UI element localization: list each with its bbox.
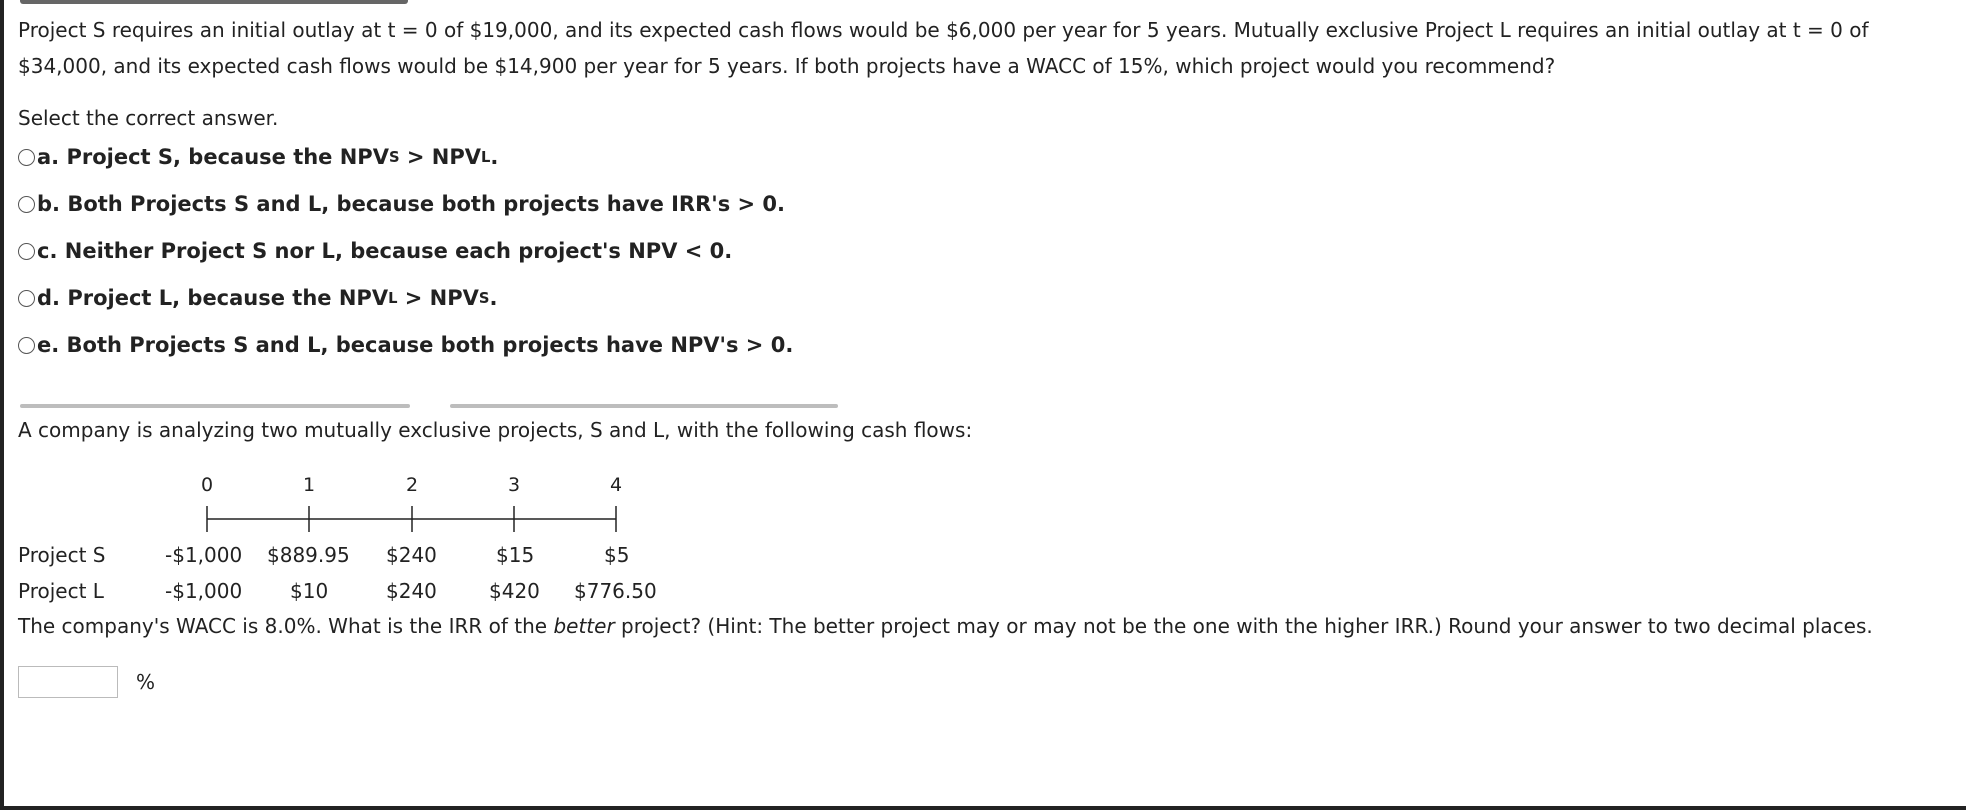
option-b-letter: b. [37, 192, 61, 216]
option-e-text: Both Projects S and L, because both projects have NPV's > 0. [66, 333, 794, 357]
question1-text: Project S requires an initial outlay at t = 0 of $19,000, and its expected cash flows would be $6,000 per year for 5 years. Mutually exclusive Project L requires an initial outlay at t = 0 of $34,000, and its expected cash flows would be $14,900 per year for 5 years. If both projects have a WACC of 15%, which project would you recommend? [18, 18, 1869, 78]
option-d[interactable] [18, 286, 497, 310]
option-d-text: Project L, because the NPV [67, 286, 389, 310]
option-c[interactable] [18, 239, 732, 263]
project-s-cf-2: $240 [386, 543, 437, 567]
radio-option-d[interactable] [18, 290, 35, 307]
window-bottom-border [0, 806, 1966, 810]
option-b[interactable] [18, 192, 785, 216]
option-d-letter: d. [37, 286, 61, 310]
project-l-cf-3: $420 [489, 579, 540, 603]
option-a-letter: a. [37, 145, 60, 169]
option-a-sub2: L [481, 148, 491, 166]
irr-answer-input[interactable] [18, 666, 118, 698]
radio-option-e[interactable] [18, 337, 35, 354]
question2-text-before: The company's WACC is 8.0%. What is the IRR of the [18, 614, 554, 638]
radio-option-c[interactable] [18, 243, 35, 260]
option-a[interactable] [18, 145, 498, 169]
project-s-cf-0: -$1,000 [165, 543, 243, 567]
project-s-cf-4: $5 [604, 543, 630, 567]
project-s-cf-3: $15 [496, 543, 535, 567]
project-l-cf-2: $240 [386, 579, 437, 603]
project-l-cf-1: $10 [290, 579, 329, 603]
period-label-1: 1 [302, 474, 316, 496]
period-label-4: 4 [609, 474, 623, 496]
question2-intro: A company is analyzing two mutually exclusive projects, S and L, with the following cash flows: [18, 418, 973, 442]
project-l-label: Project L [18, 579, 104, 603]
window-left-border [0, 0, 4, 810]
question2-text-emphasis: better [553, 614, 615, 638]
project-s-cf-1: $889.95 [267, 543, 350, 567]
option-e[interactable] [18, 333, 793, 357]
period-label-0: 0 [200, 474, 214, 496]
period-label-3: 3 [507, 474, 521, 496]
option-a-sub1: S [388, 148, 400, 166]
select-instruction: Select the correct answer. [18, 106, 279, 130]
option-c-letter: c. [37, 239, 58, 263]
radio-option-a[interactable] [18, 149, 35, 166]
option-c-text: Neither Project S nor L, because each project's NPV < 0. [64, 239, 733, 263]
project-l-cf-4: $776.50 [574, 579, 657, 603]
top-divider [20, 0, 408, 4]
project-s-label: Project S [18, 543, 106, 567]
section-divider-right [450, 404, 838, 408]
option-d-sub1: L [388, 289, 398, 307]
option-d-mid: > NPV [397, 286, 479, 310]
option-a-mid: > NPV [399, 145, 481, 169]
project-l-cf-0: -$1,000 [165, 579, 243, 603]
percent-unit: % [136, 670, 156, 694]
question2-text-after: project? (Hint: The better project may or may not be the one with the higher IRR.) Round your answer to two decimal places. [614, 614, 1873, 638]
question2-text [18, 614, 1873, 638]
option-a-text: Project S, because the NPV [66, 145, 389, 169]
option-b-text: Both Projects S and L, because both projects have IRR's > 0. [67, 192, 786, 216]
option-e-letter: e. [37, 333, 60, 357]
option-d-sub2: S [478, 289, 490, 307]
section-divider-left [20, 404, 410, 408]
option-d-post: . [489, 286, 498, 310]
period-label-2: 2 [405, 474, 419, 496]
cash-flow-timeline [18, 500, 658, 534]
option-a-post: . [490, 145, 499, 169]
radio-option-b[interactable] [18, 196, 35, 213]
